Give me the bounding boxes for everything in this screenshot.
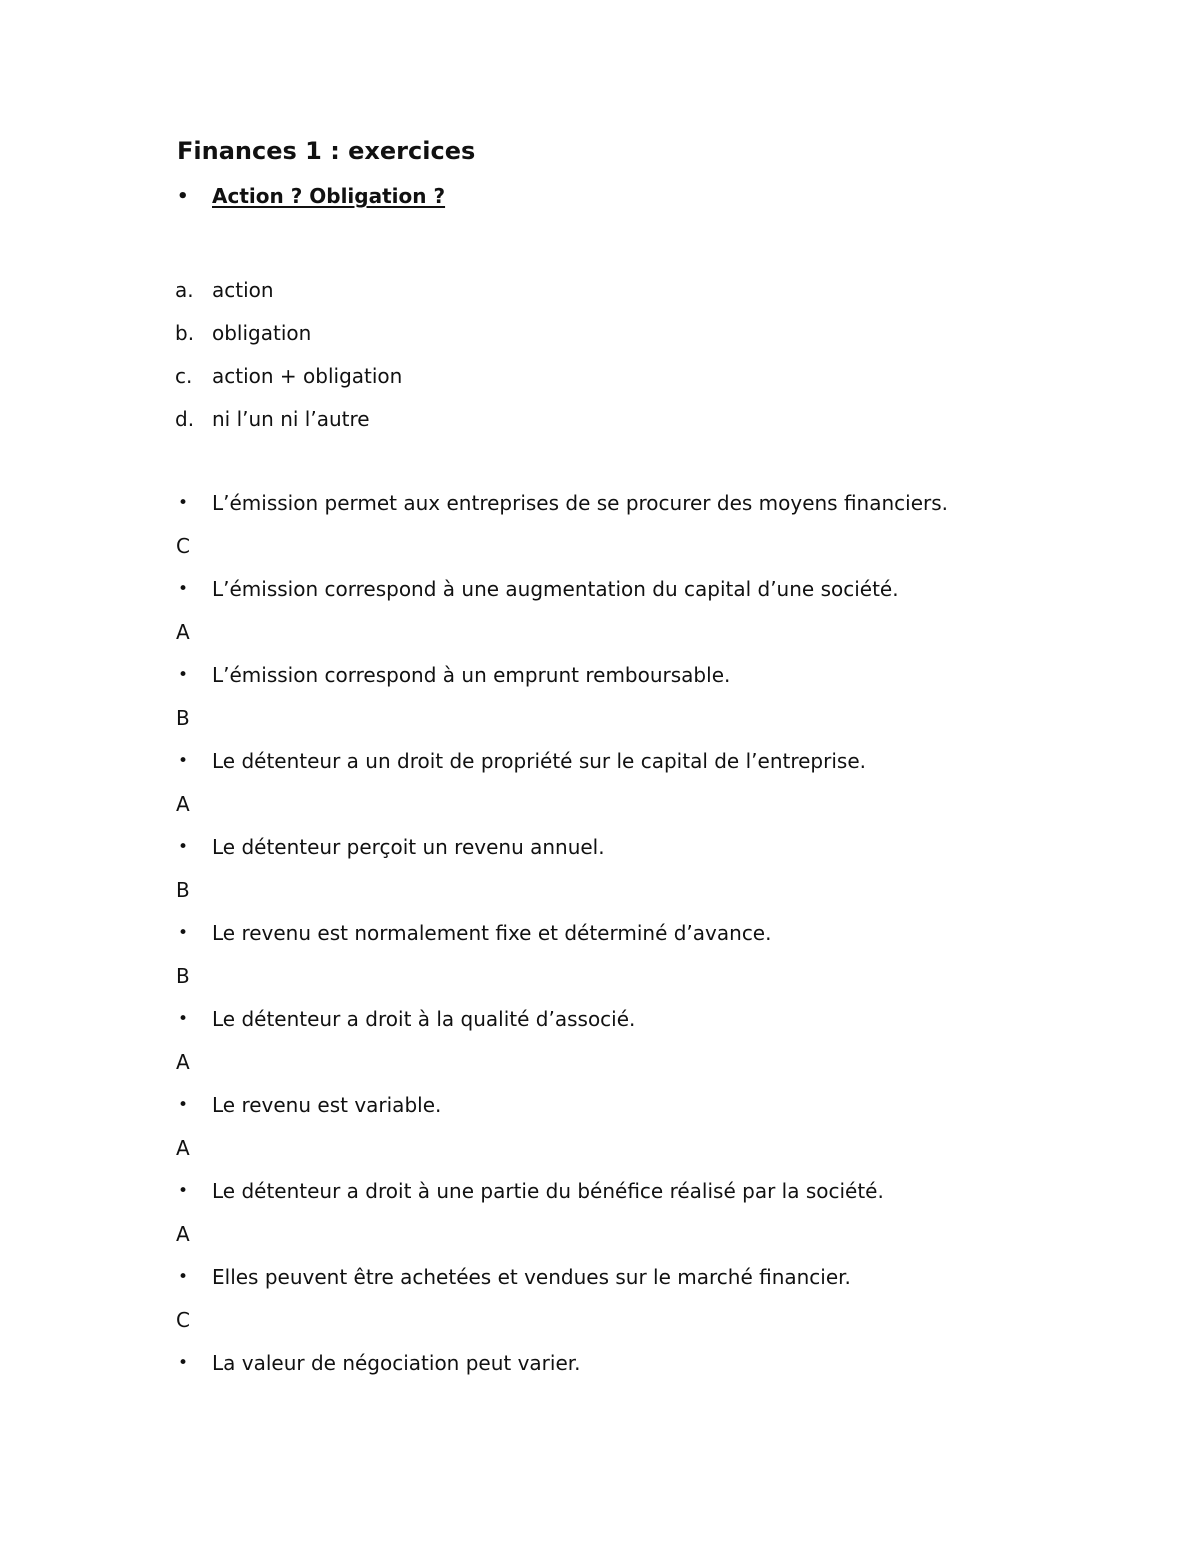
bullet-icon: • <box>178 492 189 513</box>
bullet-icon: • <box>177 185 189 207</box>
statement-text: Le revenu est normalement fixe et déterminé d’avance. <box>212 920 772 945</box>
exercise-statement <box>175 481 948 524</box>
bullet-icon: • <box>178 1352 189 1373</box>
bullet-icon: • <box>178 836 189 857</box>
option-text: action <box>212 277 274 302</box>
exercise-answer: A <box>176 1049 190 1074</box>
exercise-statement <box>175 1169 948 1212</box>
exercise-answer: A <box>176 1221 190 1246</box>
option-c <box>175 354 402 397</box>
bullet-icon: • <box>178 664 189 685</box>
exercise-statement <box>175 997 948 1040</box>
exercise-statement <box>175 1255 948 1298</box>
exercise-answer: C <box>176 533 190 558</box>
section-heading-text: Action ? Obligation ? <box>212 184 446 208</box>
statement-text: Le détenteur perçoit un revenu annuel. <box>212 834 605 859</box>
exercise-answer: A <box>176 791 190 816</box>
statement-text: Le revenu est variable. <box>212 1092 442 1117</box>
exercise-statement <box>175 653 948 696</box>
option-b <box>175 311 402 354</box>
bullet-icon: • <box>178 1180 189 1201</box>
statement-text: L’émission correspond à une augmentation du capital d’une société. <box>212 576 899 601</box>
exercise-statement <box>175 567 948 610</box>
answer-options-list <box>175 268 402 440</box>
bullet-icon: • <box>178 1008 189 1029</box>
statement-text: L’émission correspond à un emprunt remboursable. <box>212 662 731 687</box>
bullet-icon: • <box>178 578 189 599</box>
exercise-answer: C <box>176 1307 190 1332</box>
exercise-answer: B <box>176 877 190 902</box>
option-d <box>175 397 402 440</box>
bullet-icon: • <box>178 922 189 943</box>
page-title: Finances 1 : exercices <box>177 137 476 165</box>
exercise-answer: A <box>176 619 190 644</box>
bullet-icon: • <box>178 1094 189 1115</box>
exercise-statement <box>175 911 948 954</box>
exercise-answer: B <box>176 963 190 988</box>
exercise-statement <box>175 1341 948 1384</box>
statement-text: La valeur de négociation peut varier. <box>212 1350 581 1375</box>
statement-text: Elles peuvent être achetées et vendues sur le marché financier. <box>212 1264 851 1289</box>
option-a <box>175 268 402 311</box>
statement-text: Le détenteur a droit à la qualité d’associé. <box>212 1006 636 1031</box>
option-text: ni l’un ni l’autre <box>212 406 370 431</box>
statement-text: Le détenteur a droit à une partie du bénéfice réalisé par la société. <box>212 1178 884 1203</box>
exercise-statement <box>175 739 948 782</box>
option-letter: c. <box>175 363 193 388</box>
exercise-items-list <box>175 481 948 1384</box>
option-letter: b. <box>175 320 195 345</box>
statement-text: Le détenteur a un droit de propriété sur le capital de l’entreprise. <box>212 748 866 773</box>
exercise-statement <box>175 1083 948 1126</box>
statement-text: L’émission permet aux entreprises de se procurer des moyens financiers. <box>212 490 949 515</box>
bullet-icon: • <box>178 750 189 771</box>
option-text: obligation <box>212 320 312 345</box>
option-letter: d. <box>175 406 195 431</box>
exercise-answer: A <box>176 1135 190 1160</box>
exercise-statement <box>175 825 948 868</box>
exercise-answer: B <box>176 705 190 730</box>
option-letter: a. <box>175 277 194 302</box>
option-text: action + obligation <box>212 363 403 388</box>
bullet-icon: • <box>178 1266 189 1287</box>
section-heading <box>177 181 445 211</box>
